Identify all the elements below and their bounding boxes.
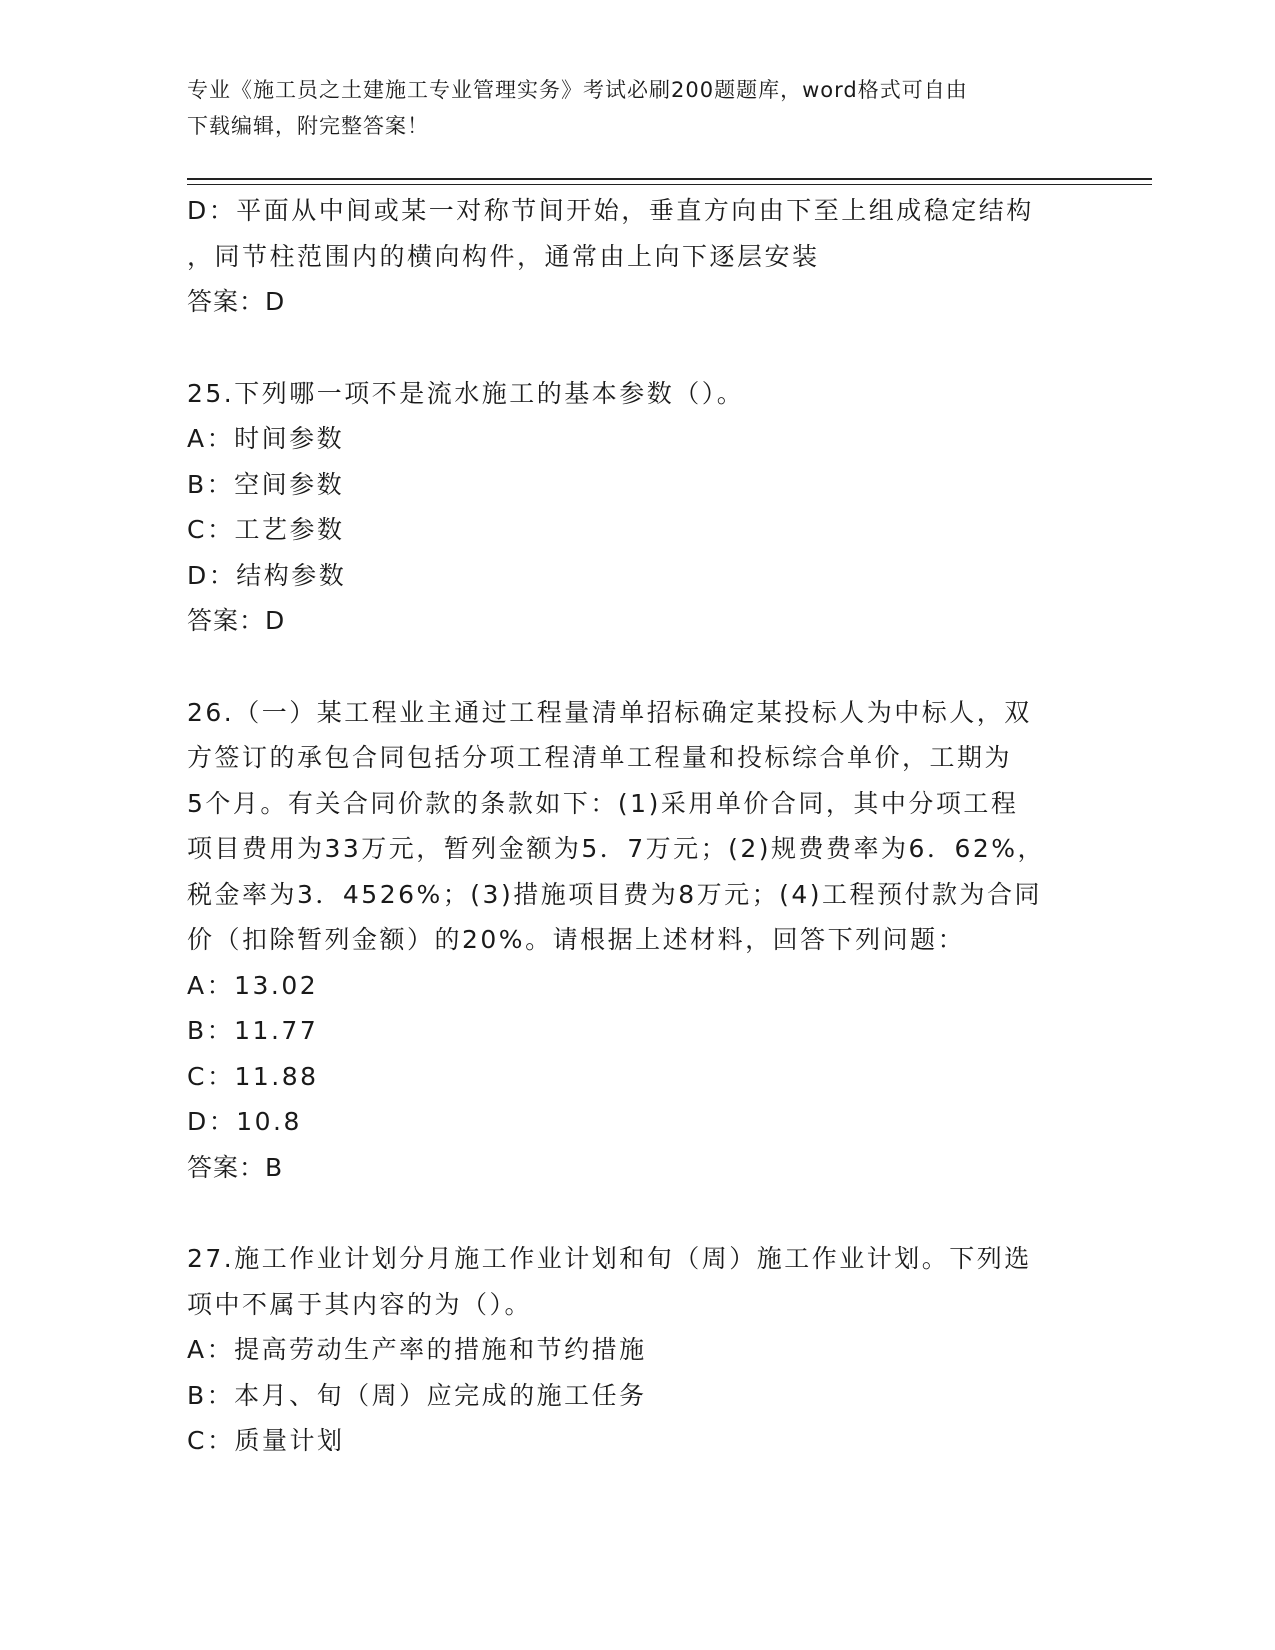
option-b: B：本月、旬（周）应完成的施工任务 [187,1380,647,1410]
document-header [187,72,1087,144]
header-divider-thick [187,178,1152,180]
option-d: D：结构参数 [187,560,347,590]
option-c: C：11.88 [187,1061,319,1091]
option-d-line-2: ，同节柱范围内的横向构件，通常由上向下逐层安装 [187,241,820,271]
header-line-2: 下载编辑，附完整答案！ [187,114,429,138]
question-text-line-6: 价（扣除暂列金额）的20%。请根据上述材料，回答下列问题： [187,925,966,954]
answer: 答案：D [187,606,286,635]
question-text-line-4: 项目费用为33万元，暂列金额为5．7万元；(2)规费费率为6．62%， [187,834,1046,863]
spacer [187,325,1087,371]
option-c: C：质量计划 [187,1426,345,1455]
question-27 [187,1236,1087,1464]
header-line-1: 专业《施工员之土建施工专业管理实务》考试必刷200题题库，word格式可自由 [187,78,968,102]
question-text-line-2: 方签订的承包合同包括分项工程清单工程量和投标综合单价，工期为 [187,743,1013,772]
question-text-line-2: 项中不属于其内容的为（）。 [187,1289,533,1319]
question-text-line-1: 27.施工作业计划分月施工作业计划和旬（周）施工作业计划。下列选 [187,1244,1032,1273]
question-text-line-1: 26.（一）某工程业主通过工程量清单招标确定某投标人为中标人，双 [187,697,1032,727]
question-25 [187,371,1087,644]
question-text: 25.下列哪一项不是流水施工的基本参数（）。 [187,378,745,408]
document-body [187,188,1087,1464]
option-b: B：11.77 [187,1016,319,1045]
question-text-line-5: 税金率为3．4526%；(3)措施项目费为8万元；(4)工程预付款为合同 [187,879,1043,909]
spacer [187,1190,1087,1236]
header-divider-thin [187,184,1152,185]
option-a: A：时间参数 [187,424,345,453]
option-a: A：提高劳动生产率的措施和节约措施 [187,1335,647,1364]
option-a: A：13.02 [187,970,319,1000]
question-text-line-3: 5个月。有关合同价款的条款如下：(1)采用单价合同，其中分项工程 [187,788,1019,818]
question-26 [187,690,1087,1191]
option-b: B：空间参数 [187,469,345,499]
answer: 答案：B [187,1152,284,1182]
option-c: C：工艺参数 [187,515,345,544]
answer: 答案：D [187,287,286,316]
option-d: D：10.8 [187,1107,302,1136]
previous-question-tail [187,188,1087,325]
option-d-line-1: D：平面从中间或某一对称节间开始，垂直方向由下至上组成稳定结构 [187,196,1034,225]
spacer [187,644,1087,690]
